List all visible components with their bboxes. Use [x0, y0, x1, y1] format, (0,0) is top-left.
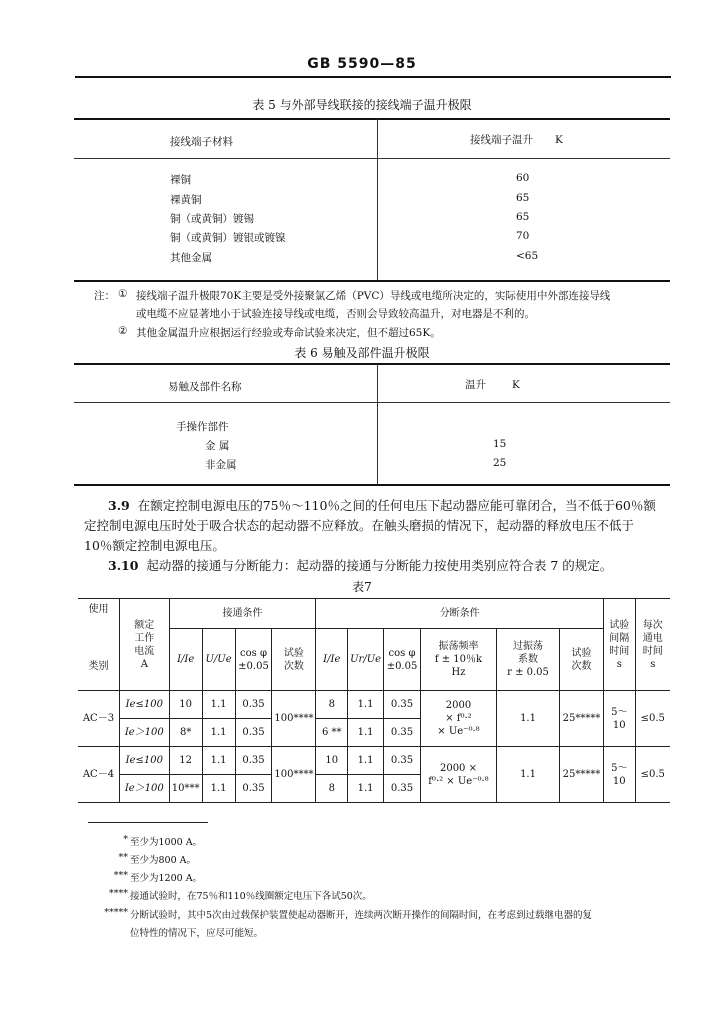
t7-each: ≤0.5 [635, 691, 670, 747]
t7-make-i: 8* [169, 719, 202, 747]
t7-h-rated [119, 599, 169, 691]
t7-freq-a: 2000 [445, 700, 472, 711]
section-3-10 [108, 556, 612, 576]
t7-make-cos: 0.35 [235, 747, 272, 775]
table5-col1-header: 接线端子材料 [170, 136, 233, 148]
t7-h-interval-1: 试验 [609, 619, 630, 631]
t7-break-u: 1.1 [348, 775, 384, 803]
t7-make-cos: 0.35 [235, 719, 272, 747]
footnote-mark: * [123, 834, 128, 845]
table5-row-value: 65 [516, 211, 530, 223]
table7 [78, 598, 670, 803]
table5-col2-label: 接线端子温升 [470, 134, 533, 146]
table5-caption: 表 5 与外部导线联接的接线端子温升极限 [252, 98, 472, 112]
t7-h-each-1: 每次 [642, 619, 663, 631]
t7-rated: Ie≤100 [119, 747, 169, 775]
table5-row-name: 裸铜 [170, 174, 191, 186]
section-3-9-text1: 在额定控制电源电压的75％～110％之间的任何电压下起动器应能可靠闭合，当不低于60％额 [137, 498, 656, 513]
t7-h-use-1: 使用 [88, 604, 109, 615]
table6-col1-header: 易触及部件名称 [168, 381, 242, 393]
t7-freq [420, 747, 496, 803]
table-row [78, 747, 670, 775]
t7-h-use [78, 599, 119, 691]
standard-number: GB 5590—85 [307, 56, 417, 72]
t7-over: 1.1 [496, 691, 559, 747]
t7-h-break-cos [384, 629, 421, 691]
note1-line2: 或电缆不应显著地小于试验连接导线或电缆，否则会导致较高温升，对电器是不利的。 [136, 308, 535, 320]
t7-h-over [496, 629, 559, 691]
section-3-9-number: 3.9 [108, 498, 130, 513]
t7-h-interval-2: 间隔 [609, 632, 630, 644]
t7-freq [420, 691, 496, 747]
t7-make-i: 12 [169, 747, 202, 775]
t7-over: 1.1 [496, 747, 559, 803]
table6-caption: 表 6 易触及部件温升极限 [294, 346, 430, 360]
t7-interval: 5～10 [603, 691, 635, 747]
note1-mark: ① [118, 288, 128, 300]
table5-row-name: 其他金属 [170, 252, 212, 264]
t7-freq-b: f⁰·² × Ue⁻⁰·⁸ [428, 775, 489, 787]
t7-h-cos-a: cos φ [240, 647, 267, 659]
t7-h-cos-b: ±0.05 [238, 660, 269, 672]
table6-unit: K [512, 379, 520, 391]
t7-h-interval-3: 时间 [609, 645, 630, 657]
t7-rated: Ie＞100 [119, 719, 169, 747]
table5-unit: K [555, 134, 563, 146]
table5-col2-header [470, 132, 563, 147]
t7-break-cos: 0.35 [384, 691, 421, 719]
t7-break-cos: 0.35 [384, 775, 421, 803]
t7-h-freq-c: Hz [451, 667, 466, 678]
t7-each: ≤0.5 [635, 747, 670, 803]
t7-h-break-u: Ur/Ue [348, 629, 384, 691]
t7-h-rated-1: 额定 [134, 619, 155, 631]
t7-break-cos: 0.35 [384, 719, 421, 747]
t7-make-i: 10 [169, 691, 202, 719]
t7-h-bcnt-a: 试验 [571, 647, 592, 659]
table5-row-name: 铜（或黄铜）镀锡 [170, 213, 254, 225]
table5-header-rule [74, 158, 670, 159]
table5-row-value: 70 [516, 230, 530, 242]
t7-h-over-b: 系数 [518, 654, 539, 665]
t7-h-make-u: U/Ue [202, 629, 235, 691]
header-rule [75, 76, 671, 78]
t7-h-rated-3: 电流 [134, 645, 155, 657]
t7-break-u: 1.1 [348, 691, 384, 719]
footnote-text: 至少为1200 A。 [130, 873, 203, 884]
section-3-9-line2: 定控制电源电压时处于吸合状态的起动器不应释放。在触头磨损的情况下，起动器的释放电压不低于 [84, 518, 635, 533]
t7-break-i: 8 [316, 691, 348, 719]
t7-make-u: 1.1 [202, 747, 235, 775]
table7-caption: 表7 [352, 580, 372, 594]
table5-top-rule [74, 118, 670, 120]
table5-col-divider [377, 119, 378, 280]
t7-break-u: 1.1 [348, 747, 384, 775]
footnote-text: 接通试验时，在75％和110％线圈额定电压下各试50次。 [130, 891, 372, 902]
t7-h-freq [420, 629, 496, 691]
table6-row-value: 25 [493, 457, 507, 469]
t7-break-i: 8 [316, 775, 348, 803]
footnote-mark: ***** [104, 907, 128, 918]
table6-group: 手操作部件 [176, 421, 229, 433]
table6-col2-header [465, 377, 520, 392]
table5-row-value: 60 [516, 172, 530, 184]
t7-h-cnt-b: 次数 [283, 660, 304, 672]
table6-header-rule [74, 402, 670, 403]
note1-line1: 接线端子温升极限70K主要是受外接聚氯乙烯（PVC）导线或电缆所决定的，实际使用中外部连接导线 [136, 290, 611, 302]
t7-break-u: 1.1 [348, 719, 384, 747]
t7-h-rated-2: 工作 [134, 632, 155, 644]
t7-freq-b: × f⁰·² [445, 713, 472, 724]
t7-h-freq-b: f ± 10％k [434, 654, 483, 665]
t7-freq-a: 2000 × [439, 762, 477, 774]
t7-make-cnt: 100**** [272, 691, 316, 747]
table5-row-name: 铜（或黄铜）镀银或镀镍 [170, 232, 286, 244]
t7-cat: AC－4 [78, 747, 119, 803]
t7-h-use-2: 类别 [88, 661, 109, 672]
table6-bottom-rule [74, 484, 670, 486]
t7-h-rated-4: A [140, 658, 148, 670]
table6-top-rule [74, 363, 670, 365]
t7-h-each-2: 通电 [642, 632, 663, 644]
section-3-10-number: 3.10 [108, 558, 139, 573]
t7-cat: AC－3 [78, 691, 119, 747]
t7-h-over-a: 过振荡 [513, 641, 544, 652]
table-row [78, 691, 670, 719]
t7-h-each [635, 599, 670, 691]
t7-make-cos: 0.35 [235, 691, 272, 719]
footnote-mark: ** [118, 852, 128, 863]
t7-h-interval-4: s [616, 658, 622, 670]
t7-h-cnt-a: 试验 [283, 647, 304, 659]
t7-make-i: 10*** [169, 775, 202, 803]
t7-interval: 5～10 [603, 747, 635, 803]
t7-make-u: 1.1 [202, 719, 235, 747]
t7-break-cnt: 25***** [560, 691, 604, 747]
t7-h-freq-a: 振荡频率 [438, 641, 479, 652]
note2-mark: ② [118, 325, 128, 337]
table6-col2-label: 温升 [465, 379, 486, 391]
t7-make-cnt: 100**** [272, 747, 316, 803]
t7-h-over-c: r ± 0.05 [507, 667, 549, 678]
t7-h-make-cos [235, 629, 272, 691]
t7-h-make-i: I/Ie [169, 629, 202, 691]
table5-row-value: <65 [516, 250, 539, 262]
t7-h-make: 接通条件 [169, 599, 316, 629]
notes-label: 注： [94, 290, 115, 302]
note2-text: 其他金属温升应根据运行经验或寿命试验来决定，但不超过65K。 [136, 327, 441, 339]
t7-h-bcos-a: cos φ [388, 647, 416, 659]
section-3-10-text: 起动器的接通与分断能力：起动器的接通与分断能力按使用类别应符合表 7 的规定。 [146, 558, 613, 573]
t7-h-each-3: 时间 [642, 645, 663, 657]
t7-rated: Ie＞100 [119, 775, 169, 803]
table5-bottom-rule [74, 280, 670, 282]
t7-h-bcos-b: ±0.05 [386, 660, 418, 672]
t7-h-bcnt-b: 次数 [571, 660, 592, 672]
t7-h-break: 分断条件 [316, 599, 604, 629]
footnote-text: 位特性的情况下，应尽可能短。 [130, 928, 264, 939]
t7-break-cos: 0.35 [384, 747, 421, 775]
footnote-mark: **** [109, 888, 128, 899]
t7-break-cnt: 25***** [560, 747, 604, 803]
t7-h-make-cnt [272, 629, 316, 691]
t7-make-u: 1.1 [202, 775, 235, 803]
section-3-9-line3: 10％额定控制电源电压。 [84, 538, 225, 553]
table5-row-value: 65 [516, 192, 530, 204]
t7-rated: Ie≤100 [119, 691, 169, 719]
section-3-9-line1 [108, 496, 656, 516]
footnote-text: 至少为800 A。 [130, 855, 197, 866]
table6-row-name: 金 属 [205, 440, 230, 452]
table6-row-name: 非金属 [205, 459, 237, 471]
footnote-rule [88, 822, 208, 823]
t7-h-each-4: s [650, 658, 656, 670]
t7-make-cos: 0.35 [235, 775, 272, 803]
t7-break-i: 6 ** [316, 719, 348, 747]
table6-row-value: 15 [493, 438, 507, 450]
t7-make-u: 1.1 [202, 691, 235, 719]
t7-h-break-i: I/Ie [316, 629, 348, 691]
footnote-text: 分断试验时，其中5次由过载保护装置使起动器断开，连续两次断开操作的间隔时间，在考虑到过载继电器的复 [130, 910, 593, 921]
t7-break-i: 10 [316, 747, 348, 775]
footnote-mark: *** [113, 870, 128, 881]
t7-freq-c: × Ue⁻⁰·⁸ [437, 726, 480, 737]
footnote-text: 至少为1000 A。 [130, 837, 203, 848]
table6-col-divider [377, 364, 378, 484]
t7-h-break-cnt [560, 629, 604, 691]
table5-row-name: 裸黄铜 [170, 194, 202, 206]
t7-h-interval [603, 599, 635, 691]
